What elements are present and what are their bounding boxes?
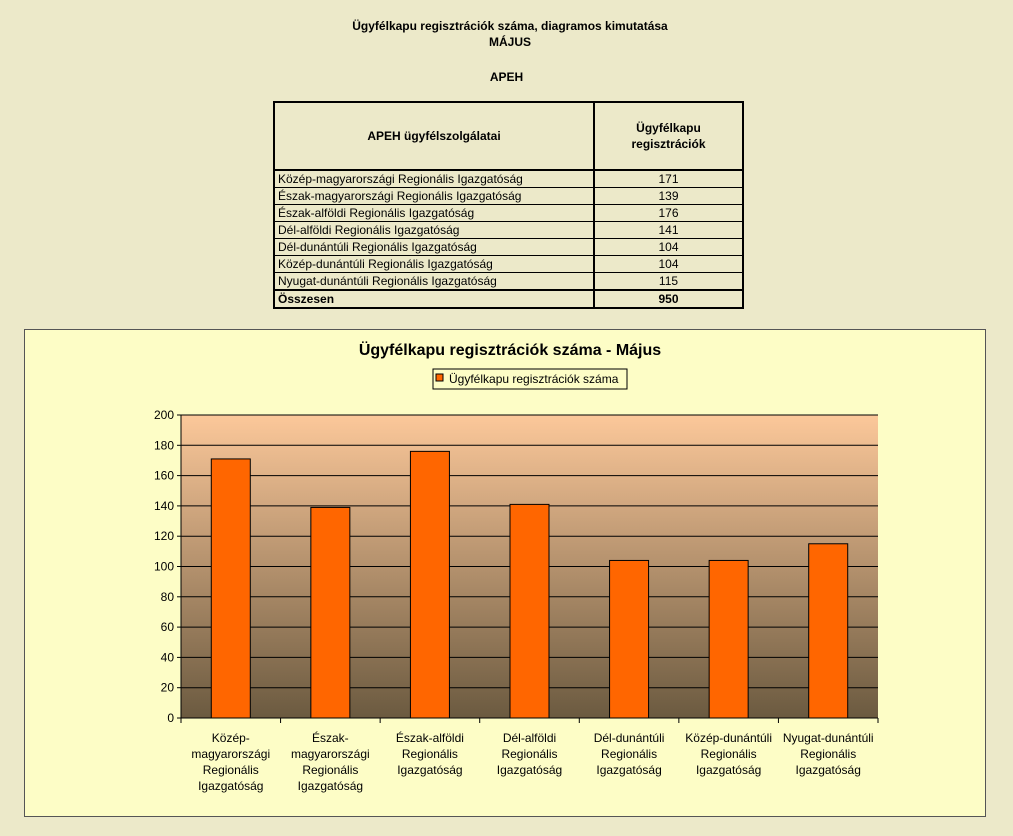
y-tick-label: 80 <box>160 589 174 604</box>
table-total-row <box>274 290 743 308</box>
x-tick-label-line: Regionális <box>401 747 458 761</box>
x-tick-label-line: Igazgatóság <box>297 779 364 793</box>
x-tick-label-line: Igazgatóság <box>198 779 264 793</box>
chart-title: Ügyfélkapu regisztrációk száma - Május <box>358 342 662 359</box>
x-tick-label-line: Közép-dunántúli <box>685 731 773 745</box>
office-value: 104 <box>594 239 743 256</box>
table-row <box>274 170 743 188</box>
table-row <box>274 239 743 256</box>
office-name: Dél-dunántúli Regionális Igazgatóság <box>274 239 594 256</box>
bar <box>709 560 748 718</box>
table-row <box>274 222 743 239</box>
registrations-table <box>273 101 744 309</box>
table-row <box>274 188 743 205</box>
x-tick-label-line: Dél-alföldi <box>502 731 557 745</box>
y-tick-label: 40 <box>160 650 174 665</box>
legend-swatch <box>436 374 443 381</box>
x-tick-label-line: Igazgatóság <box>695 763 762 777</box>
office-value: 176 <box>594 205 743 222</box>
office-value: 115 <box>594 273 743 291</box>
office-name: Közép-magyarországi Regionális Igazgatóság <box>274 170 594 188</box>
x-tick-label-line: Regionális <box>202 763 259 777</box>
y-tick-label: 100 <box>153 559 174 574</box>
x-tick-label-line: Igazgatóság <box>795 763 861 777</box>
col-header-registrations <box>594 102 743 170</box>
x-tick-label <box>685 731 772 777</box>
x-tick-label <box>594 731 665 777</box>
chart-legend[interactable] <box>433 369 627 389</box>
y-tick-label: 120 <box>153 529 174 544</box>
x-tick-label-line: Közép- <box>211 731 250 745</box>
x-tick-label <box>396 730 464 777</box>
col-header-registrations-text: Ügyfélkapu regisztrációk <box>631 121 706 151</box>
x-tick-label-line: Dél-dunántúli <box>593 731 665 745</box>
x-tick-label-line: Regionális <box>501 747 558 761</box>
bar <box>311 507 350 718</box>
bar <box>211 459 250 718</box>
x-tick-label-line: Igazgatóság <box>496 763 563 777</box>
x-tick-label-line: Igazgatóság <box>596 763 662 777</box>
table-row <box>274 273 743 291</box>
x-tick-label-line: Észak-alföldi <box>395 731 464 745</box>
y-tick-label: 60 <box>160 620 174 635</box>
chart-area[interactable] <box>24 329 986 817</box>
x-tick-label-line: Regionális <box>302 763 359 777</box>
report-month: MÁJUS <box>488 35 531 49</box>
x-tick-label <box>291 730 370 793</box>
office-value: 141 <box>594 222 743 239</box>
x-tick-label-line: Regionális <box>800 747 857 761</box>
table-row <box>274 205 743 222</box>
total-label: Összesen <box>274 290 594 308</box>
x-tick-label-line: magyarországi <box>291 747 370 761</box>
col-header-offices: APEH ügyfélszolgálatai <box>274 102 594 170</box>
y-tick-label: 180 <box>153 438 174 453</box>
office-value: 171 <box>594 170 743 188</box>
y-tick-label: 160 <box>153 468 174 483</box>
office-name: Dél-alföldi Regionális Igazgatóság <box>274 222 594 239</box>
office-name: Észak-alföldi Regionális Igazgatóság <box>274 205 594 222</box>
x-tick-label <box>497 731 562 777</box>
bar <box>610 560 649 718</box>
total-value: 950 <box>594 290 743 308</box>
office-name: Közép-dunántúli Regionális Igazgatóság <box>274 256 594 273</box>
report-org: APEH <box>489 70 524 84</box>
x-tick-label-line: Regionális <box>601 747 658 761</box>
bar <box>410 451 449 718</box>
y-tick-label: 0 <box>167 711 174 725</box>
x-tick-label-line: Észak- <box>312 731 349 745</box>
office-value: 139 <box>594 188 743 205</box>
table-row <box>274 256 743 273</box>
x-tick-label <box>783 731 874 777</box>
x-tick-label-line: magyarországi <box>191 747 271 761</box>
x-tick-label-line: Nyugat-dunántúli <box>782 731 874 745</box>
y-tick-label: 20 <box>160 680 174 695</box>
x-tick-label <box>191 731 270 793</box>
legend-label: Ügyfélkapu regisztrációk száma <box>449 372 619 386</box>
bar <box>809 544 848 718</box>
bar-chart <box>25 330 985 816</box>
x-tick-label-line: Regionális <box>700 747 757 761</box>
office-name: Nyugat-dunántúli Regionális Igazgatóság <box>274 273 594 291</box>
x-tick-label-line: Igazgatóság <box>397 763 463 777</box>
report-title: Ügyfélkapu regisztrációk száma, diagramos kimutatása <box>352 19 668 33</box>
y-tick-label: 140 <box>153 498 174 513</box>
y-tick-label: 200 <box>153 408 174 422</box>
bar <box>510 504 549 718</box>
office-name: Észak-magyarországi Regionális Igazgatóság <box>274 188 594 205</box>
office-value: 104 <box>594 256 743 273</box>
